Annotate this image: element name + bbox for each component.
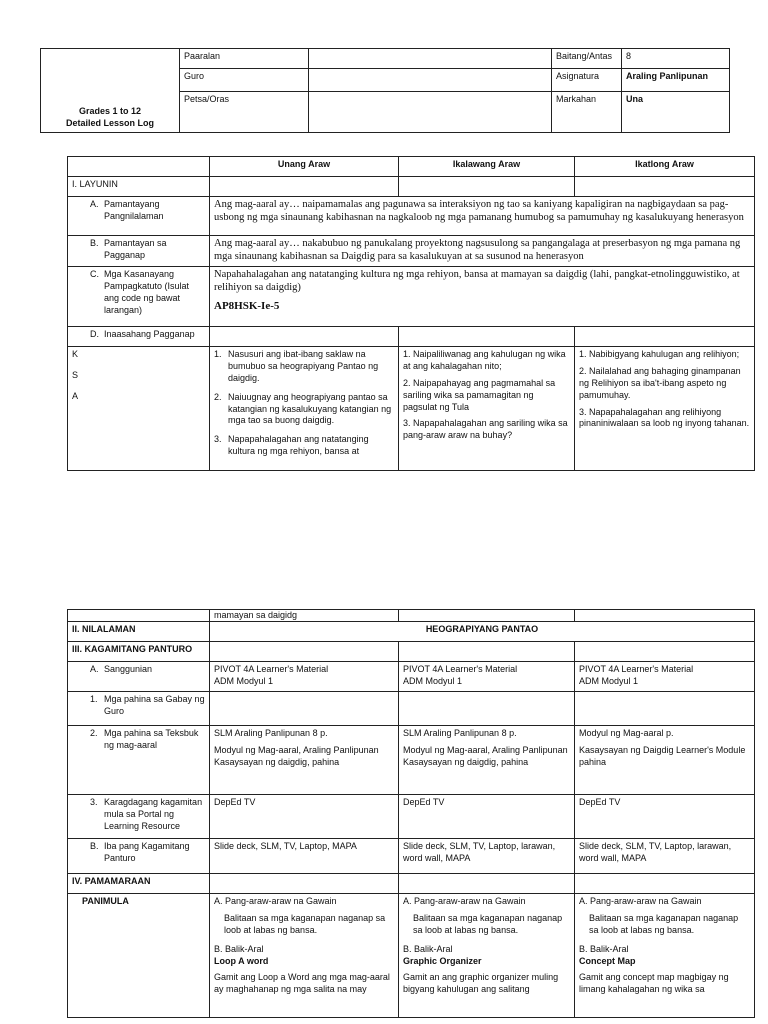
portal-day2: DepEd TV (399, 795, 575, 839)
list-item: 3. Napapahalagahan ang relihiyong pinaniniwalaan sa loob ng inyong tahanan. (579, 406, 750, 429)
layunin-table (67, 156, 755, 471)
guro-label: Guro (180, 69, 309, 92)
karagdagang-kagamitan-label: 3. Karagdagang kagamitan mula sa Portal ng Learning Resource (68, 795, 210, 839)
kagamitan-day1: Slide deck, SLM, TV, Laptop, MAPA (210, 839, 399, 874)
baitang-value: 8 (622, 49, 730, 69)
ksa-a: A (72, 390, 79, 401)
panimula-label: PANIMULA (68, 894, 210, 1018)
day1-objectives (210, 347, 399, 471)
teksbuk-day1: SLM Araling Panlipunan 8 p. Modyul ng Mag-aaral, Araling Panlipunan Kasaysayan ng daigdig, pahina (210, 726, 399, 795)
pamantayan-sa-pagganap-label: B. Pamantayan sa Pagganap (68, 236, 210, 267)
nilalaman-table (67, 609, 755, 1018)
paaralan-value (309, 49, 552, 69)
portal-day1: DepEd TV (210, 795, 399, 839)
portal-day3: DepEd TV (575, 795, 755, 839)
panimula-day1: A. Pang-araw-araw na Gawain Balitaan sa mga kaganapan naganap sa loob at labas ng bansa. B. Balik-Aral Loop A word Gamit ang Loop a Word ang mga mag-aaral ay maghahanap ng mga salita na may (210, 894, 399, 1018)
panimula-day2: A. Pang-araw-araw na Gawain Balitaan sa mga kaganapan naganap sa loob at labas ng bansa. B. Balik-Aral Graphic Organizer Gamit an ang graphic organizer muling bigyang kahulugan ang salitang (399, 894, 575, 1018)
ksa-k: K (72, 349, 79, 359)
day2-objectives (399, 347, 575, 471)
continuation-text: mamayan sa daigidg (210, 610, 399, 622)
day3-header: Ikatlong Araw (575, 157, 755, 177)
kagamitan-day3: Slide deck, SLM, TV, Laptop, larawan, word wall, MAPA (575, 839, 755, 874)
kasanayang-pampagkatuto-text: Napahahalagahan ang natatanging kultura ng mga rehiyon, bansa at mamayan sa daigdig (lahi, pangkat-etnolingguwistiko, at relihiyon sa daigdig) AP8HSK-Ie-5 (210, 267, 755, 327)
list-item: 2. Naiuugnay ang heograpiyang pantao sa katangian ng kasalukuyang katangian ng mga tao sa buong daigdig. (214, 391, 392, 426)
day1-header: Unang Araw (210, 157, 399, 177)
inaasahang-pagganap-label: D. Inaasahang Pagganap (68, 327, 210, 347)
gabay-ng-guro-label: 1. Mga pahina sa Gabay ng Guro (68, 692, 210, 726)
pamantayang-pangnilalaman-label: A. Pamantayang Pangnilalaman (68, 197, 210, 236)
day2-header: Ikalawang Araw (399, 157, 575, 177)
nilalaman-value: HEOGRAPIYANG PANTAO (210, 622, 755, 642)
list-item: 3. Napapahalagahan ang sariling wika sa pang-araw araw na buhay? (403, 418, 568, 441)
sanggunian-label: A. Sanggunian (68, 662, 210, 692)
list-item: 2. Naipapahayag ang pagmamahal sa sariling wika sa pamamagitan ng pagsulat ng Tula (403, 377, 556, 412)
sanggunian-day2: PIVOT 4A Learner's Material ADM Modyul 1 (399, 662, 575, 692)
list-item: 2. Nailalahad ang bahaging ginampanan ng Relihiyon sa iba't-ibang aspeto ng pamumuhay. (579, 365, 741, 400)
day3-objectives (575, 347, 755, 471)
list-item: 1. Nasusuri ang ibat-ibang saklaw na bumubuo sa heograpiyang Pantao ng daigdig. (214, 349, 379, 383)
kagamitan-title: III. KAGAMITANG PANTURO (68, 642, 210, 662)
grades-line2: Detailed Lesson Log (65, 118, 154, 129)
petsa-label: Petsa/Oras (180, 92, 309, 133)
grades-line1: Grades 1 to 12 (78, 106, 142, 117)
sanggunian-day1: PIVOT 4A Learner's Material ADM Modyul 1 (210, 662, 399, 692)
list-item: 3. Napapahalagahan ang natatanging kultura ng mga rehiyon, bansa at (214, 434, 369, 457)
header-table (40, 48, 730, 133)
kagamitan-day2: Slide deck, SLM, TV, Laptop, larawan, word wall, MAPA (399, 839, 575, 874)
kasanayang-pampagkatuto-label: C. Mga Kasanayang Pampagkatuto (Isulat ang code ng bawat larangan) (68, 267, 210, 327)
pamantayan-sa-pagganap-text: Ang mag-aaral ay… nakabubuo ng panukalang proyektong nagsusulong sa pangangalaga at preserbasyon ng mga pamana ng mga sinaunang kabihasnan sa Daigdig para sa kasalukuyan at sa susunod na henerasyon (210, 236, 755, 267)
corner-cell (68, 157, 210, 177)
list-item: 1. Nabibigyang kahulugan ang relihiyon; (579, 349, 740, 359)
panimula-day3: A. Pang-araw-araw na Gawain Balitaan sa mga kaganapan naganap sa loob at labas ng bansa. B. Balik-Aral Concept Map Gamit ang concept map magbigay ng limang kahalagahan ng wika sa (575, 894, 755, 1018)
petsa-value (309, 92, 552, 133)
paaralan-label: Paaralan (180, 49, 309, 69)
pamantayang-pangnilalaman-text: Ang mag-aaral ay… naipamamalas ang pagunawa sa interaksiyon ng tao sa kaniyang kapaligiran na nagbigaydaan sa pag-usbong ng mga sinaunang kabihasnan na nagkaloob ng mga pamanang humubog sa pamumuhay ng kasalukuyang henerasyon (210, 197, 755, 236)
list-item: 1. Naipaliliwanag ang kahulugan ng wika at ang kahalagahan nito; (403, 349, 566, 371)
nilalaman-title: II. NILALAMAN (68, 622, 210, 642)
teksbuk-day2: SLM Araling Panlipunan 8 p. Modyul ng Mag-aaral, Araling Panlipunan Kasaysayan ng daigdig, pahina (399, 726, 575, 795)
teksbuk-label: 2. Mga pahina sa Teksbuk ng mag-aaral (68, 726, 210, 795)
sanggunian-day3: PIVOT 4A Learner's Material ADM Modyul 1 (575, 662, 755, 692)
markahan-value: Una (622, 92, 730, 133)
asignatura-label: Asignatura (552, 69, 622, 92)
ksa-cell (68, 347, 210, 471)
pamamaraan-title: IV. PAMAMARAAN (68, 874, 210, 894)
competency-code: AP8HSK-Ie-5 (214, 300, 280, 313)
iba-pang-kagamitan-label: B. Iba pang Kagamitang Panturo (68, 839, 210, 874)
markahan-label: Markahan (552, 92, 622, 133)
teksbuk-day3: Modyul ng Mag-aaral p. Kasaysayan ng Daigdig Learner's Module pahina (575, 726, 755, 795)
baitang-label: Baitang/Antas (552, 49, 622, 69)
guro-value (309, 69, 552, 92)
asignatura-value: Araling Panlipunan (622, 69, 730, 92)
grades-cell (41, 49, 180, 133)
ksa-s: S (72, 369, 79, 380)
layunin-title: I. LAYUNIN (68, 177, 210, 197)
